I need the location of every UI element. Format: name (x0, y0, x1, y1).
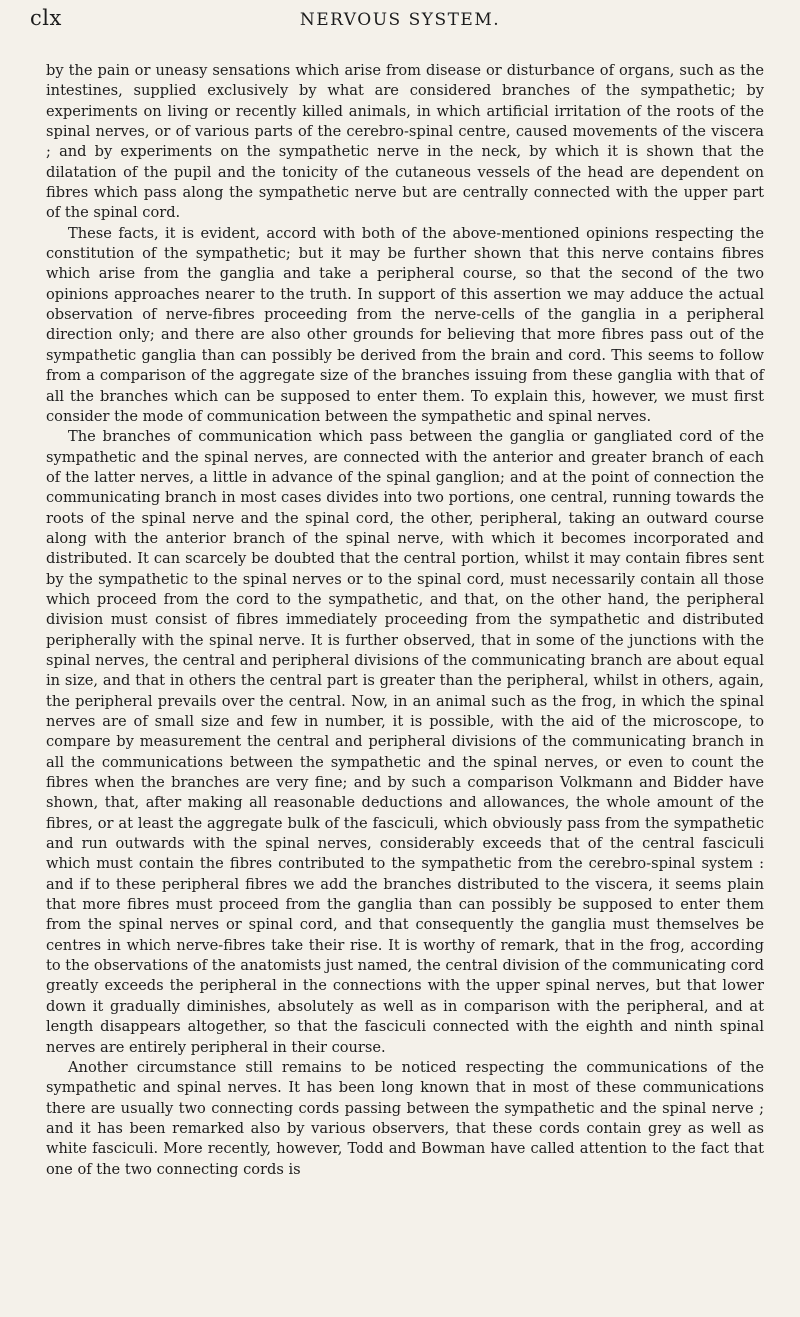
running-title: NERVOUS SYSTEM. (299, 10, 501, 30)
paragraph: Another circumstance still remains to be noticed respecting the communications of the sympathetic and spinal nerves. It has been long known that in most of these communications there are usually two connecting cords passing between the sympathetic and the spinal nerve ; and it has been remarked also by various observers, that these cords contain grey as well as white fasciculi. More recently, however, Todd and Bowman have called attention to the fact that one of the two connecting cords is (46, 1058, 764, 1178)
paragraph: These facts, it is evident, accord with both of the above-mentioned opinions respecting the constitution of the sympathetic; but it may be further shown that this nerve contains fibres which arise from the ganglia and take a peripheral course, so that the second of the two opinions approaches nearer to the truth. In support of this assertion we may adduce the actual observation of nerve-fibres proceeding from the nerve-cells of the ganglia in a peripheral direction only; and there are also other grounds for believing that more fibres pass out of the sympathetic ganglia than can possibly be derived from the brain and cord. This seems to follow from a comparison of the aggregate size of the branches issuing from these ganglia with that of all the branches which can be supposed to enter them. To explain this, however, we must first consider the mode of communication between the sympathetic and spinal nerves. (46, 224, 764, 425)
paragraph: by the pain or uneasy sensations which arise from disease or disturbance of organs, such as the intestines, supplied exclusively by what are considered branches of the sympathetic; by experiments on living or recently killed animals, in which artificial irritation of the roots of the spinal nerves, or of various parts of the cerebro-spinal centre, caused movements of the viscera ; and by experiments on the sympathetic nerve in the neck, by which it is shown that the dilatation of the pupil and the tonicity of the cutaneous vessels of the head are dependent on fibres which pass along the sympathetic nerve but are centrally connected with the upper part of the spinal cord. (46, 62, 764, 222)
paragraph: The branches of communication which pass between the ganglia or gangliated cord of the sympathetic and the spinal nerves, are connected with the anterior and greater branch of each of the latter nerves, a little in advance of the spinal ganglion; and at the point of connection the communicating branch in most cases divides into two portions, one central, running towards the roots of the spinal nerve and the spinal cord, the other, peripheral, taking an outward course along with the anterior branch of the spinal nerve, with which it becomes incorporated and distributed. It can scarcely be doubted that the central portion, whilst it may contain fibres sent by the sympathetic to the spinal nerves or to the spinal cord, must necessarily contain all those which proceed from the cord to the sympathetic, and that, on the other hand, the peripheral division must consist of fibres immediately proceeding from the sympathetic and distributed peripherally with the spinal nerve. It is further observed, that in some of the junctions with the spinal nerves, the central and peripheral divisions of the communicating branch are about equal in size, and that in others the central part is greater than the peripheral, whilst in others, again, the peripheral prevails over the central. Now, in an animal such as the frog, in which the spinal nerves are of small size and few in number, it is possible, with the aid of the microscope, to compare by measurement the central and peripheral divisions of the communicating branch in all the communications between the sympathetic and the spinal nerves, or even to count the fibres when the branches are very fine; and by such a comparison Volkmann and Bidder have shown, that, after making all reasonable deductions and allowances, the whole amount of the fibres, or at least the aggregate bulk of the fasciculi, which obviously pass from the sympathetic and run outwards with the spinal nerves, considerably exceeds that of the central fasciculi which must contain the fibres contributed to the sympathetic from the cerebro-spinal system : and if to these peripheral fibres we add the branches distributed to the viscera, it seems plain that more fibres must proceed from the ganglia than can possibly be supposed to enter them from the spinal nerves or spinal cord, and that consequently the ganglia must themselves be centres in which nerve-fibres take their rise. It is worthy of remark, that in the frog, according to the observations of the anatomists just named, the central division of the communicating cord greatly exceeds the peripheral in the connections with the upper spinal nerves, but that lower down it gradually diminishes, absolutely as well as in comparison with the peripheral, and at length disappears altogether, so that the fasciculi connected with the eighth and ninth spinal nerves are entirely peripheral in their course. (46, 428, 764, 1056)
page-header (30, 4, 770, 34)
body-text (46, 61, 764, 1180)
page-number: clx (30, 6, 62, 30)
